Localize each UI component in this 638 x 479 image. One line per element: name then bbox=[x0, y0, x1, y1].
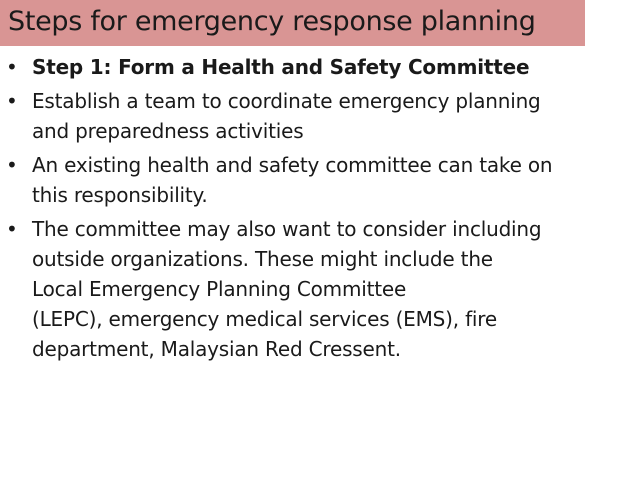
bullet-text bbox=[32, 52, 632, 82]
bullet-item-outside-organizations bbox=[6, 214, 632, 364]
bullet-item-step-1 bbox=[6, 52, 632, 82]
title-band bbox=[0, 0, 585, 46]
bullet-line: outside organizations. These might include the bbox=[32, 247, 493, 271]
bullet-text bbox=[32, 214, 632, 364]
bullet-mark: • bbox=[6, 153, 18, 177]
bullet-item-establish-team bbox=[6, 86, 632, 146]
bullet-line: department, Malaysian Red Cressent. bbox=[32, 337, 401, 361]
bullet-mark: • bbox=[6, 217, 18, 241]
bullet-line: Step 1: Form a Health and Safety Committee bbox=[32, 55, 530, 79]
bullet-line: Establish a team to coordinate emergency planning bbox=[32, 89, 541, 113]
bullet-line: this responsibility. bbox=[32, 183, 208, 207]
bullet-line: An existing health and safety committee can take on bbox=[32, 153, 553, 177]
bullet-text bbox=[32, 86, 632, 146]
bullet-line: and preparedness activities bbox=[32, 119, 304, 143]
bullet-line: The committee may also want to consider including bbox=[32, 217, 542, 241]
bullet-line: (LEPC), emergency medical services (EMS), fire bbox=[32, 307, 497, 331]
bullet-text bbox=[32, 150, 632, 210]
slide-title: Steps for emergency response planning bbox=[8, 6, 536, 37]
bullet-mark: • bbox=[6, 89, 18, 113]
bullet-line: Local Emergency Planning Committee bbox=[32, 277, 407, 301]
bullet-list bbox=[6, 52, 632, 368]
bullet-mark: • bbox=[6, 55, 18, 79]
bullet-item-existing-committee bbox=[6, 150, 632, 210]
